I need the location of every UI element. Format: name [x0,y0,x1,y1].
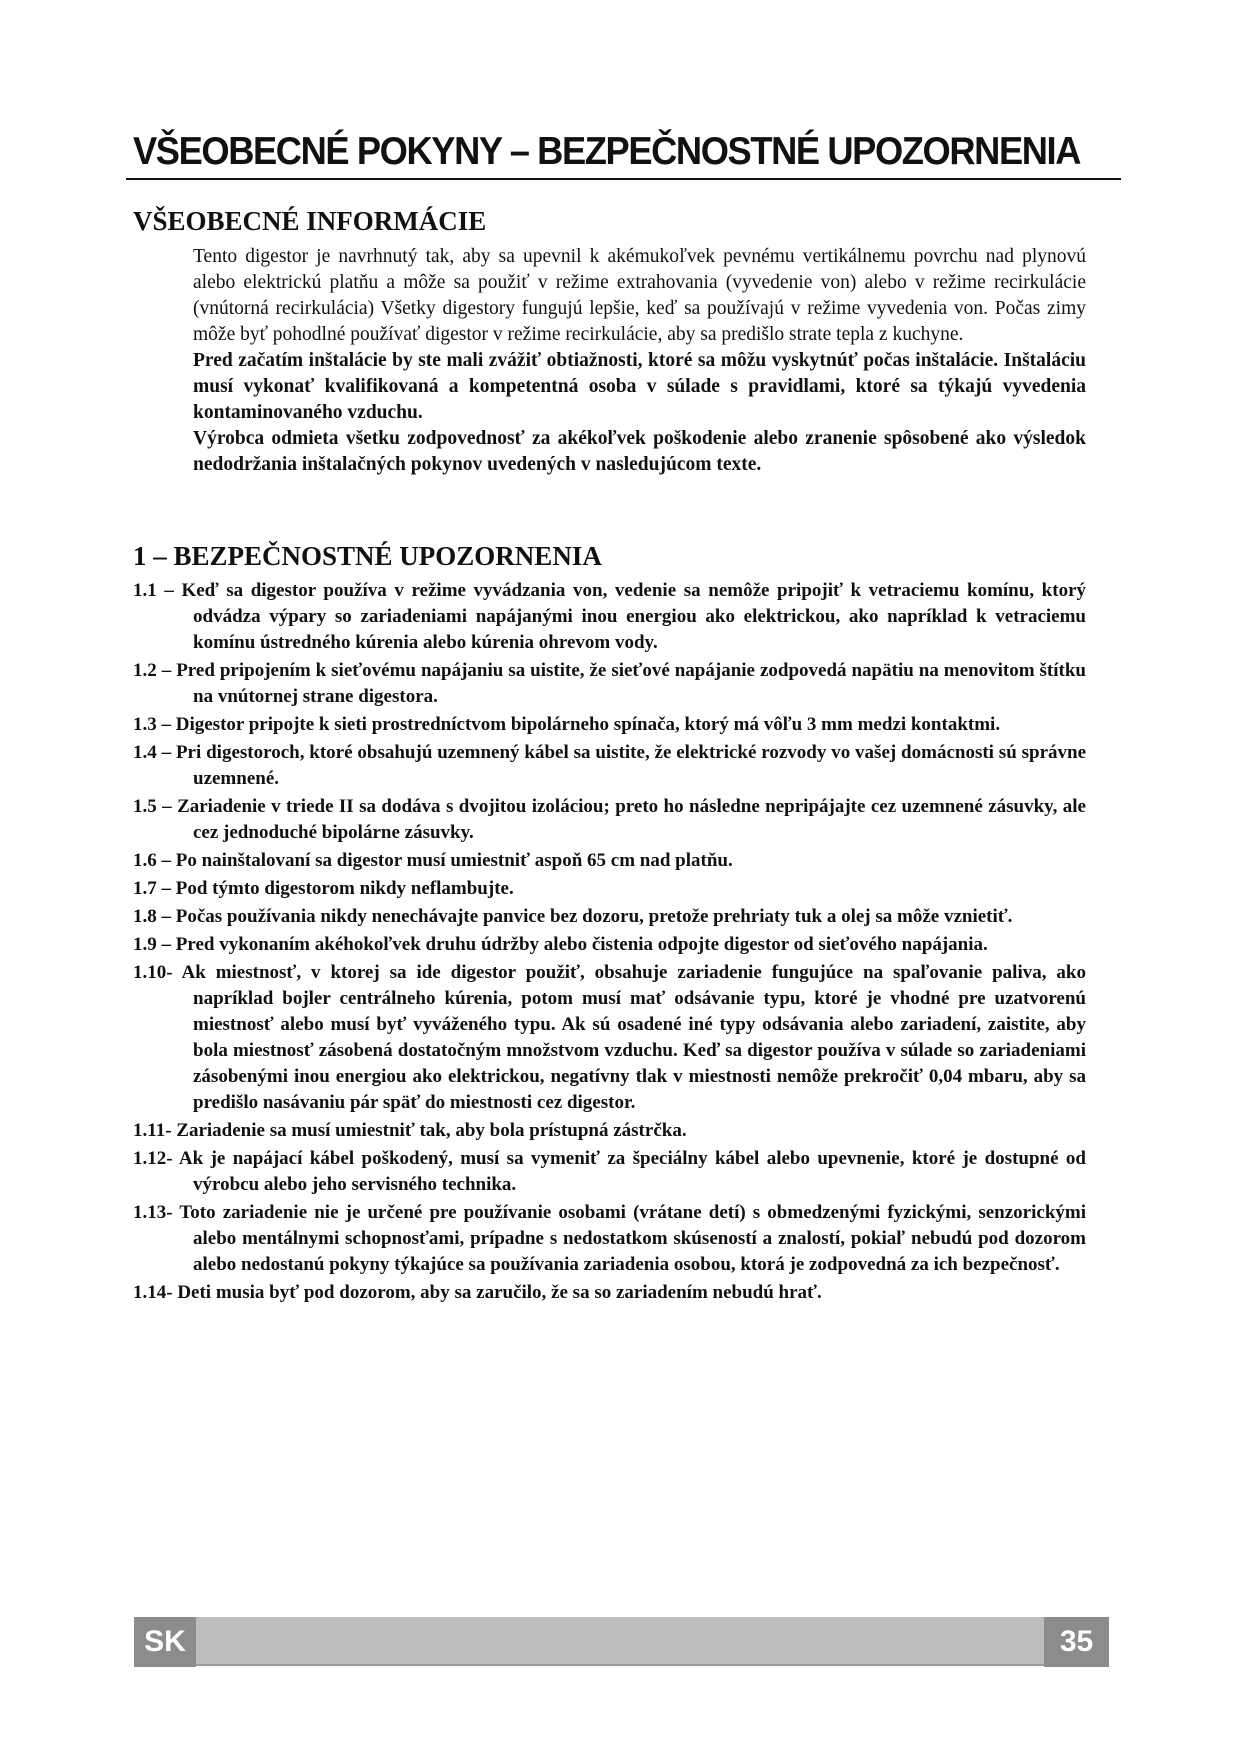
safety-item: 1.5 – Zariadenie v triede II sa dodáva s dvojitou izoláciou; preto ho následne nepripájajte cez uzemnené zásuvky, ale cez jednoduché bipolárne zásuvky. [133,796,1086,843]
safety-item: 1.4 – Pri digestoroch, ktoré obsahujú uzemnený kábel sa uistite, že elektrické rozvody vo vašej domácnosti sú správne uzemnené. [133,742,1086,789]
safety-heading: 1 – BEZPEČNOSTNÉ UPOZORNENIA [133,541,602,571]
safety-item: 1.8 – Počas používania nikdy nenechávajte panvice bez dozoru, pretože prehriaty tuk a olej sa môže vznietiť. [133,906,1013,927]
language-badge: SK [134,1617,196,1667]
safety-item: 1.1 – Keď sa digestor používa v režime vyvádzania von, vedenie sa nemôže pripojiť k vetraciemu komínu, ktorý odvádza výpary so zariadeniami napájanými inou energiou ako elektrickou, ako napríklad k vetraciemu komínu ústredného kúrenia alebo kúrenia ohrevom vody. [133,580,1086,653]
safety-list [133,578,1086,1308]
safety-item: 1.7 – Pod týmto digestorom nikdy neflambujte. [133,878,514,899]
footer-rule [134,1664,1108,1666]
safety-item: 1.9 – Pred vykonaním akéhokoľvek druhu údržby alebo čistenia odpojte digestor od sieťového napájania. [133,934,988,955]
safety-item: 1.2 – Pred pripojením k sieťovému napájaniu sa uistite, že sieťové napájanie zodpovedá napätiu na menovitom štítku na vnútornej strane digestora. [133,660,1086,707]
footer-bar [134,1617,1108,1665]
safety-item: 1.12- Ak je napájací kábel poškodený, musí sa vymeniť za špeciálny kábel alebo upevnenie, ktoré je dostupné od výrobcu alebo jeho servisného technika. [133,1148,1086,1195]
general-info-paragraph: Tento digestor je navrhnutý tak, aby sa upevnil k akémukoľvek pevnému vertikálnemu povrchu nad plynovú alebo elektrickú platňu a môže sa použiť v režime extrahovania (vyvedenie von) alebo v režime recirkulácie (vnútorná recirkulácia) Všetky digestory fungujú lepšie, keď sa používajú v režime vyvedenia von. Počas zimy môže byť pohodlné používať digestor v režime recirkulácie, aby sa predišlo strate tepla z kuchyne. [193,246,1086,345]
page-title: VŠEOBECNÉ POKYNY – BEZPEČNOSTNÉ UPOZORNENIA [133,130,1081,173]
safety-item: 1.10- Ak miestnosť, v ktorej sa ide digestor použiť, obsahuje zariadenie fungujúce na spaľovanie paliva, ako napríklad bojler centrálneho kúrenia, potom musí mať odsávanie typu, ktoré je vhodné pre uzatvorenú miestnosť alebo musí byť vyváženého typu. Ak sú osadené iné typy odsávania alebo zariadení, zaistite, aby bola miestnosť zásobená dostatočným množstvom vzduchu. Keď sa digestor používa v súlade so zariadeniami zásobenými inou energiou ako elektrickou, negatívny tlak v miestnosti nemôže prekročiť 0,04 mbaru, aby sa predišlo nasávaniu pár späť do miestnosti cez digestor. [133,962,1086,1113]
general-info-heading: VŠEOBECNÉ INFORMÁCIE [133,206,487,236]
safety-item: 1.3 – Digestor pripojte k sieti prostredníctvom bipolárneho spínača, ktorý má vôľu 3 mm medzi kontaktmi. [133,714,1001,735]
page-number: 35 [1044,1617,1109,1667]
liability-paragraph: Výrobca odmieta všetku zodpovednosť za akékoľvek poškodenie alebo zranenie spôsobené ako výsledok nedodržania inštalačných pokynov uvedených v nasledujúcom texte. [193,428,1086,475]
safety-item: 1.6 – Po nainštalovaní sa digestor musí umiestniť aspoň 65 cm nad platňu. [133,850,733,871]
safety-item: 1.11- Zariadenie sa musí umiestniť tak, aby bola prístupná zástrčka. [133,1120,687,1141]
safety-item: 1.14- Deti musia byť pod dozorom, aby sa zaručilo, že sa so zariadením nebudú hrať. [133,1282,822,1303]
installation-note-paragraph: Pred začatím inštalácie by ste mali zvážiť obtiažnosti, ktoré sa môžu vyskytnúť počas inštalácie. Inštaláciu musí vykonať kvalifikovaná a kompetentná osoba v súlade s pravidlami, ktoré sa týkajú vyvedenia kontaminovaného vzduchu. [193,350,1086,423]
safety-item: 1.13- Toto zariadenie nie je určené pre používanie osobami (vrátane detí) s obmedzenými fyzickými, senzorickými alebo mentálnymi schopnosťami, prípadne s nedostatkom skúseností a znalostí, pokiaľ nebudú pod dozorom alebo nedostanú pokyny týkajúce sa používania zariadenia osobou, ktorá je zodpovedná za ich bezpečnosť. [133,1202,1086,1275]
general-info-text [193,244,1086,478]
title-underline [126,178,1121,180]
